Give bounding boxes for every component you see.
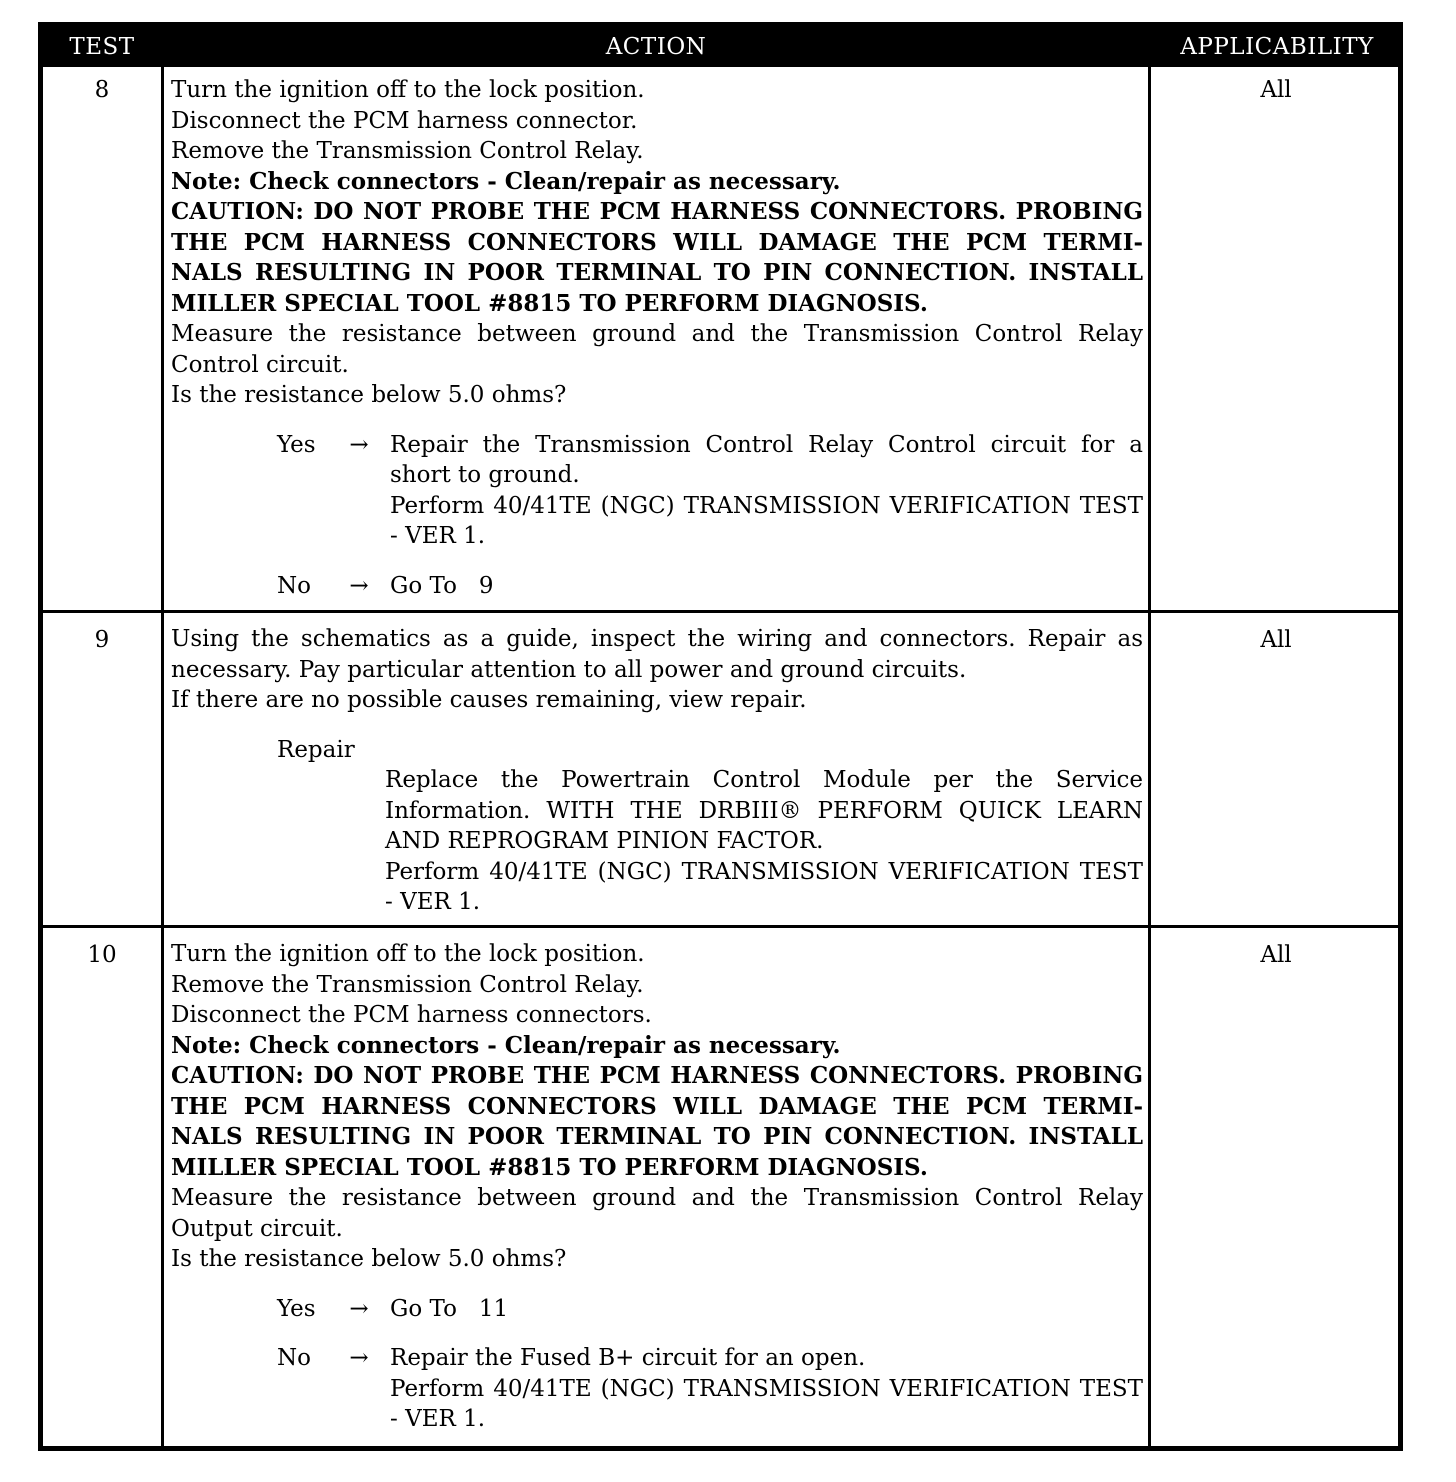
action-cell: [171, 75, 1143, 601]
row-divider: [43, 925, 1398, 928]
repair-text: Replace the Powertrain Control Module per the Service Information. WITH THE DRBIII® PERFORM QUICK LEARN AND REPROGRAM PINION FACTOR.: [385, 767, 1143, 854]
repair-label: Repair: [277, 736, 355, 763]
arrow-icon: →: [349, 431, 369, 458]
caution-line: CAUTION: DO NOT PROBE THE PCM HARNESS CONNECTORS. PROBING: [171, 1062, 1143, 1089]
measure-text: Measure the resistance between ground and the Transmission Control Relay Control circuit.: [171, 321, 1143, 378]
no-label: No: [277, 1345, 311, 1371]
verification-text: Perform 40/41TE (NGC) TRANSMISSION VERIFICATION TEST - VER 1.: [385, 858, 1143, 915]
caution-line: NALS RESULTING IN POOR TERMINAL TO PIN CONNECTION. INSTALL: [171, 1123, 1143, 1150]
column-divider: [161, 27, 164, 1446]
yes-result: [390, 430, 1143, 552]
caution-line: MILLER SPECIAL TOOL #8815 TO PERFORM DIAGNOSIS.: [171, 1153, 928, 1181]
test-number: 8: [94, 77, 110, 103]
action-cell: [171, 624, 1143, 918]
question-text: Is the resistance below 5.0 ohms?: [171, 1246, 567, 1272]
arrow-icon: →: [349, 572, 369, 599]
no-result: [390, 1343, 1143, 1435]
repair-block: [277, 735, 1143, 918]
action-cell: [171, 939, 1143, 1435]
result-text: Go To 9: [390, 572, 494, 599]
instruction-line: Turn the ignition off to the lock position.: [171, 77, 645, 103]
arrow-icon: →: [349, 1345, 369, 1371]
header-action: ACTION: [605, 34, 707, 60]
caution-line: THE PCM HARNESS CONNECTORS WILL DAMAGE THE PCM TERMI-: [171, 228, 1143, 256]
no-branch: [277, 571, 1143, 602]
instruction-line: Remove the Transmission Control Relay.: [171, 971, 644, 998]
result-text: Repair the Fused B+ circuit for an open.: [390, 1345, 866, 1371]
caution-line: NALS RESULTING IN POOR TERMINAL TO PIN CONNECTION. INSTALL: [171, 259, 1143, 286]
note-text: Note: Check connectors - Clean/repair as necessary.: [171, 167, 841, 195]
repair-result: [385, 765, 1143, 918]
instruction-text: If there are no possible causes remaining, view repair.: [171, 687, 807, 713]
applicability-value: All: [1260, 77, 1292, 103]
no-label: No: [277, 572, 311, 599]
yes-label: Yes: [277, 1295, 316, 1322]
yes-label: Yes: [277, 431, 316, 458]
diagnostic-table: [38, 22, 1403, 1451]
verification-text: Perform 40/41TE (NGC) TRANSMISSION VERIFICATION TEST - VER 1.: [390, 1375, 1143, 1432]
test-number: 10: [87, 942, 117, 968]
no-branch: [277, 1343, 1143, 1435]
result-text: Go To 11: [390, 1295, 509, 1322]
instruction-line: Turn the ignition off to the lock position.: [171, 941, 645, 967]
instruction-line: Disconnect the PCM harness connector.: [171, 107, 638, 134]
no-result: [390, 571, 1143, 602]
instruction-line: Remove the Transmission Control Relay.: [171, 138, 644, 164]
instruction-text: Using the schematics as a guide, inspect the wiring and connectors. Repair as necessary. Pay particular attention to all power and ground circuits.: [171, 626, 1143, 683]
test-number: 9: [94, 627, 110, 653]
verification-text: Perform 40/41TE (NGC) TRANSMISSION VERIFICATION TEST - VER 1.: [390, 492, 1143, 549]
note-text: Note: Check connectors - Clean/repair as necessary.: [171, 1031, 841, 1059]
question-text: Is the resistance below 5.0 ohms?: [171, 382, 567, 408]
header-test: TEST: [69, 34, 135, 60]
caution-line: CAUTION: DO NOT PROBE THE PCM HARNESS CONNECTORS. PROBING: [171, 198, 1143, 225]
column-divider: [1148, 27, 1151, 1446]
result-text: Repair the Transmission Control Relay Control circuit for a short to ground.: [390, 431, 1143, 488]
applicability-value: All: [1260, 627, 1292, 653]
instruction-line: Disconnect the PCM harness connectors.: [171, 1002, 652, 1028]
caution-line: THE PCM HARNESS CONNECTORS WILL DAMAGE THE PCM TERMI-: [171, 1092, 1143, 1120]
caution-line: MILLER SPECIAL TOOL #8815 TO PERFORM DIAGNOSIS.: [171, 289, 928, 317]
yes-branch: [277, 1294, 1143, 1325]
yes-result: [390, 1294, 1143, 1325]
header-applicability: APPLICABILITY: [1180, 34, 1374, 60]
applicability-value: All: [1260, 942, 1292, 968]
measure-text: Measure the resistance between ground and the Transmission Control Relay Output circuit.: [171, 1185, 1143, 1242]
yes-branch: [277, 430, 1143, 552]
arrow-icon: →: [349, 1295, 369, 1322]
row-divider: [43, 610, 1398, 613]
table-header: [43, 27, 1398, 67]
